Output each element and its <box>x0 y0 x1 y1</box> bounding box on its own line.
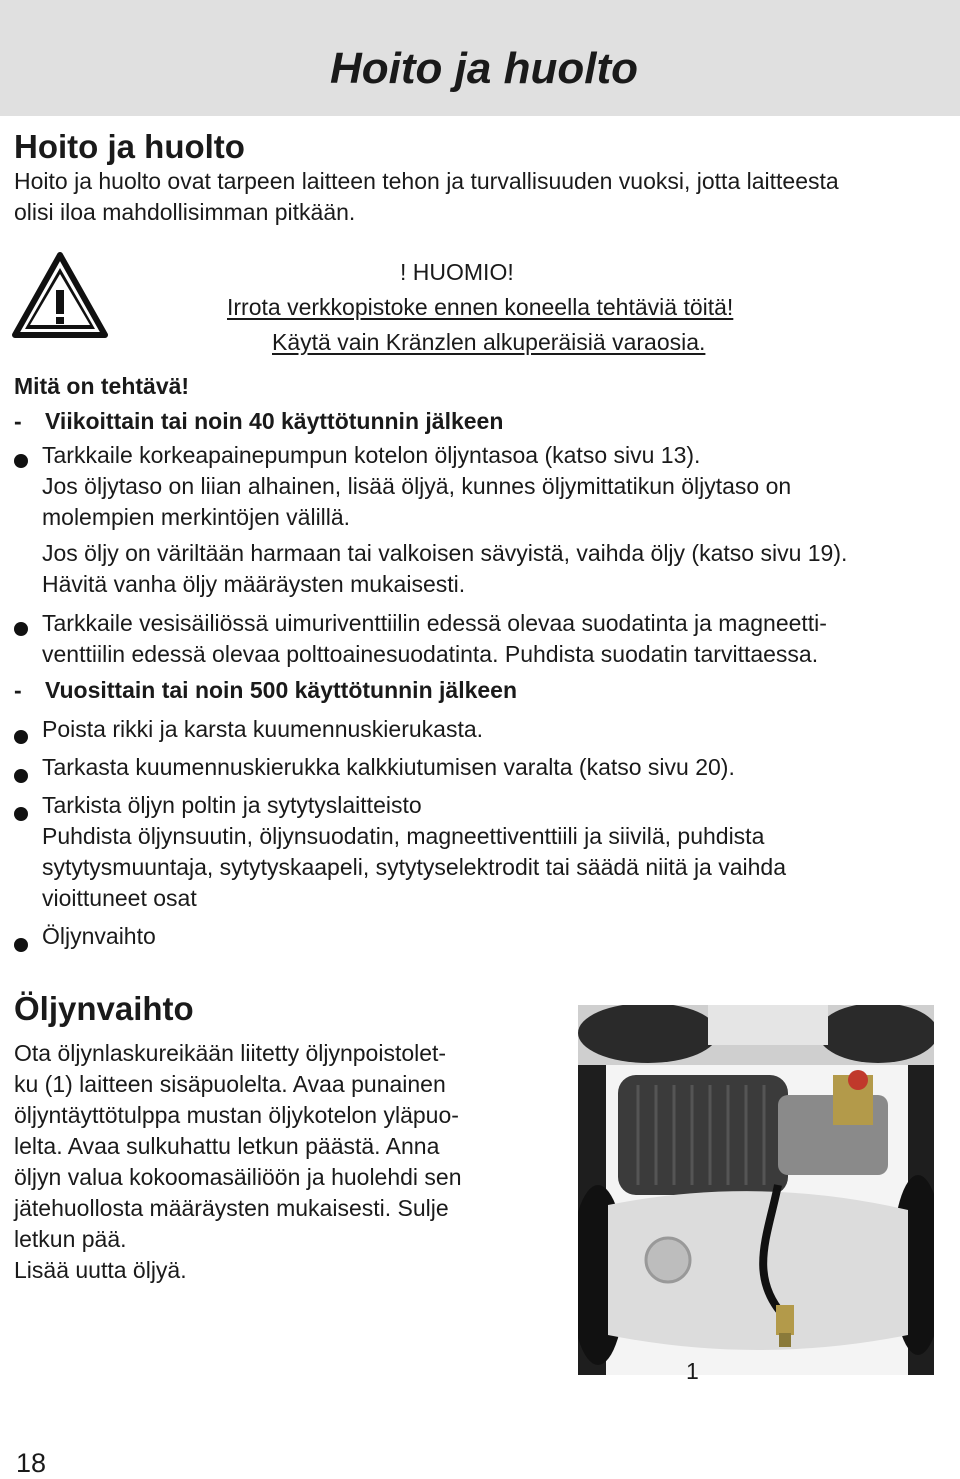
list-item-line: Hävitä vanha öljy määräysten mukaisesti. <box>42 571 466 597</box>
warning-triangle-icon <box>12 252 108 338</box>
page-header-title: Hoito ja huolto <box>330 44 638 93</box>
weekly-item-filter <box>0 608 960 672</box>
photo-callout-label: 1 <box>686 1358 699 1384</box>
page-number: 18 <box>16 1448 47 1478</box>
list-item-line: Tarkkaile korkeapainepumpun kotelon öljyntasoa (katso sivu 13). <box>42 442 701 468</box>
list-item-line: Jos öljytaso on liian alhainen, lisää öljyä, kunnes öljymittatikun öljytaso on <box>42 473 792 499</box>
list-item-line: Tarkkaile vesisäiliössä uimuriventtiilin edessä olevaa suodatinta ja magneetti- <box>42 610 827 636</box>
list-item-line: Tarkista öljyn poltin ja sytytyslaitteisto <box>42 792 422 818</box>
section-heading-care: Hoito ja huolto <box>14 128 245 165</box>
warning-block <box>120 255 930 360</box>
list-item-line: Öljynvaihto <box>42 923 156 949</box>
list-item-line: molempien merkintöjen välillä. <box>42 504 351 530</box>
weekly-label: Viikoittain tai noin 40 käyttötunnin jälkeen <box>45 408 504 434</box>
warning-line-unplug: Irrota verkkopistoke ennen koneella tehtäviä töitä! <box>227 294 734 320</box>
paragraph-line: Lisää uutta öljyä. <box>14 1257 187 1283</box>
intro-line-2: olisi iloa mahdollisimman pitkään. <box>14 199 356 225</box>
intro-line-1: Hoito ja huolto ovat tarpeen laitteen tehon ja turvallisuuden vuoksi, jotta laitteesta <box>14 168 839 194</box>
bullet-icon <box>14 769 28 783</box>
list-item-line: venttiilin edessä olevaa polttoainesuodatinta. Puhdista suodatin tarvittaessa. <box>42 641 819 667</box>
yearly-label: Vuosittain tai noin 500 käyttötunnin jälkeen <box>45 677 518 703</box>
dash-marker: - <box>14 677 22 703</box>
paragraph-line: Ota öljynlaskureikään liitetty öljynpoistolet- <box>14 1040 447 1066</box>
bullet-icon <box>14 807 28 821</box>
paragraph-line: letkun pää. <box>14 1226 127 1252</box>
list-item-line: sytytysmuuntaja, sytytyskaapeli, sytytyselektrodit tai säädä niitä ja vaihda <box>42 854 787 880</box>
warning-title: ! HUOMIO! <box>400 259 514 285</box>
paragraph-line: öljyn valua kokoomasäiliöön ja huolehdi sen <box>14 1164 462 1190</box>
dash-marker: - <box>14 408 22 434</box>
list-item-line: Puhdista öljynsuutin, öljynsuodatin, magneettiventtiili ja siivilä, puhdista <box>42 823 765 849</box>
tasks-heading: Mitä on tehtävä! <box>14 373 190 399</box>
oil-change-paragraph <box>14 1038 574 1286</box>
bullet-icon <box>14 730 28 744</box>
warning-line-parts: Käytä vain Kränzlen alkuperäisiä varaosia. <box>272 329 706 355</box>
list-item-line: Jos öljy on väriltään harmaan tai valkoisen sävyistä, vaihda öljy (katso sivu 19). <box>42 540 848 566</box>
bullet-icon <box>14 938 28 952</box>
list-item-line: vioittuneet osat <box>42 885 197 911</box>
yearly-list <box>0 714 960 964</box>
bullet-icon <box>14 622 28 636</box>
list-item-line: Poista rikki ja karsta kuumennuskierukasta. <box>42 716 484 742</box>
paragraph-line: ku (1) laitteen sisäpuolelta. Avaa punainen <box>14 1071 446 1097</box>
bullet-icon <box>14 454 28 468</box>
paragraph-line: jätehuollosta määräysten mukaisesti. Sulje <box>14 1195 449 1221</box>
section-heading-oil-change: Öljynvaihto <box>14 990 194 1027</box>
list-item-line: Tarkasta kuumennuskierukka kalkkiutumisen varalta (katso sivu 20). <box>42 754 735 780</box>
weekly-item-oil <box>0 440 960 600</box>
machine-photo <box>578 1005 934 1375</box>
weekly-heading <box>14 408 503 435</box>
yearly-heading <box>14 677 517 704</box>
paragraph-line: öljyntäyttötulppa mustan öljykotelon yläpuo- <box>14 1102 459 1128</box>
paragraph-line: lelta. Avaa sulkuhattu letkun päästä. Anna <box>14 1133 440 1159</box>
